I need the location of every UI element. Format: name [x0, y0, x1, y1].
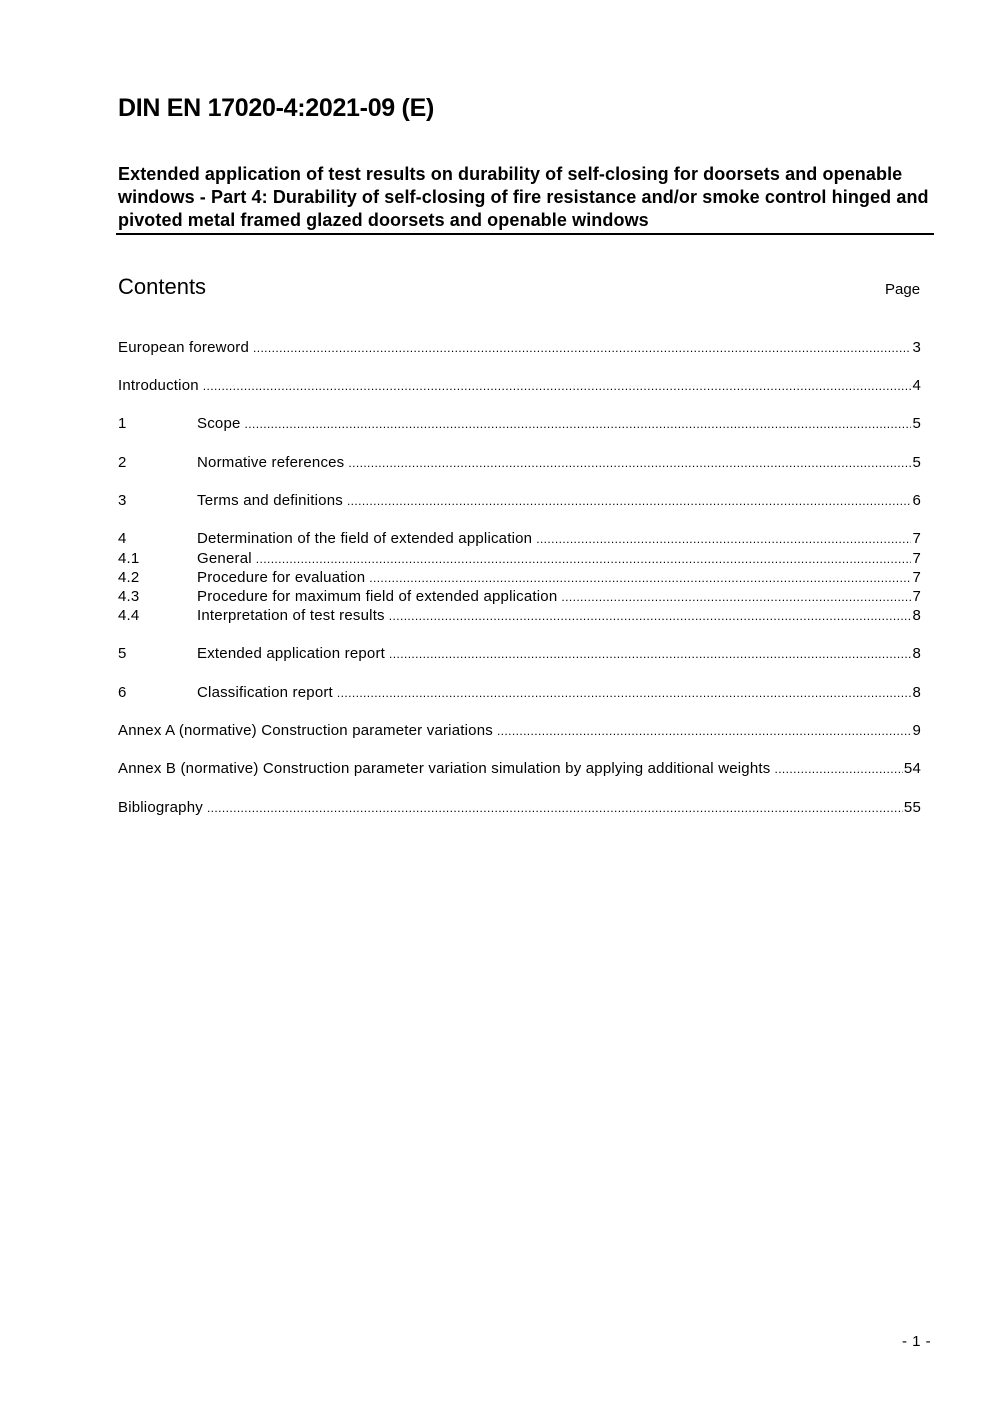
toc-entry-page: 5 [912, 454, 921, 471]
toc-entry-page: 7 [912, 550, 921, 567]
toc-entry-text: Procedure for evaluation [197, 569, 366, 586]
toc-entry-text: Introduction [118, 377, 199, 394]
page-number: - 1 - [902, 1333, 932, 1350]
toc-entry-page: 8 [912, 607, 921, 624]
toc-entry-number: 5 [118, 645, 127, 662]
toc-entry-number: 4.4 [118, 607, 140, 624]
toc-entry-text: Interpretation of test results [197, 607, 385, 624]
toc-leader-dots [536, 529, 911, 549]
toc-leader-dots [256, 549, 912, 569]
toc-entry-procedure-maximum-field[interactable] [118, 587, 921, 607]
toc-entry-determination[interactable] [118, 529, 921, 549]
toc-entry-annex-a[interactable] [118, 721, 921, 741]
toc-leader-dots [347, 491, 912, 511]
toc-entry-interpretation[interactable] [118, 606, 921, 626]
toc-entry-text: Determination of the field of extended application [197, 530, 533, 547]
toc-entry-text: General [197, 550, 252, 567]
toc-leader-dots [389, 606, 912, 626]
toc-entry-page: 7 [912, 530, 921, 547]
toc-entry-text: Procedure for maximum field of extended application [197, 588, 558, 605]
toc-entry-classification-report[interactable] [118, 683, 921, 703]
contents-heading: Contents [118, 274, 207, 299]
toc-entry-text: Terms and definitions [197, 492, 343, 509]
toc-entry-text: Annex B (normative) Construction parameter variation simulation by applying additional weights [118, 760, 771, 777]
toc-entry-number: 3 [118, 492, 127, 509]
toc-leader-dots [207, 798, 903, 818]
toc-leader-dots [497, 721, 912, 741]
title-rule [116, 233, 934, 235]
toc-entry-number: 4.2 [118, 569, 140, 586]
toc-entry-normative-references[interactable] [118, 453, 921, 473]
toc-entry-page: 4 [912, 377, 921, 394]
toc-entry-terms-and-definitions[interactable] [118, 491, 921, 511]
toc-entry-text: Extended application report [197, 645, 386, 662]
toc-entry-page: 8 [912, 645, 921, 662]
toc-leader-dots [369, 568, 911, 588]
page-column-heading: Page [885, 281, 921, 298]
toc-leader-dots [348, 453, 911, 473]
toc-entry-procedure-evaluation[interactable] [118, 568, 921, 588]
toc-entry-bibliography[interactable] [118, 798, 921, 818]
toc-leader-dots [389, 644, 911, 664]
toc-leader-dots [337, 683, 912, 703]
toc-leader-dots [253, 338, 911, 358]
document-id: DIN EN 17020-4:2021-09 (E) [118, 94, 434, 122]
toc-entry-number: 6 [118, 684, 127, 701]
toc-entry-european-foreword[interactable] [118, 338, 921, 358]
toc-entry-page: 3 [912, 339, 921, 356]
toc-entry-scope[interactable] [118, 414, 921, 434]
toc-entry-number: 4 [118, 530, 127, 547]
toc-entry-text: Classification report [197, 684, 333, 701]
toc-leader-dots [245, 414, 912, 434]
toc-entry-text: Bibliography [118, 799, 203, 816]
toc-entry-text: Normative references [197, 454, 345, 471]
toc-entry-extended-application-report[interactable] [118, 644, 921, 664]
toc-entry-page: 7 [912, 588, 921, 605]
toc-entry-page: 7 [912, 569, 921, 586]
toc-entry-annex-b[interactable] [118, 759, 921, 779]
document-title: Extended application of test results on durability of self-closing for doorsets and openable windows - Part 4: Durability of self-closing of fire resistance and/or smoke control hinged and pivoted metal framed glazed doorsets and openable windows [118, 164, 929, 230]
toc-leader-dots [774, 759, 902, 779]
toc-entry-introduction[interactable] [118, 376, 921, 396]
toc-entry-text: Scope [197, 415, 241, 432]
toc-entry-general[interactable] [118, 549, 921, 569]
toc-entry-number: 4.1 [118, 550, 140, 567]
toc-entry-number: 2 [118, 454, 127, 471]
toc-entry-page: 54 [903, 760, 921, 777]
toc-entry-page: 5 [912, 415, 921, 432]
toc-leader-dots [561, 587, 911, 607]
toc-entry-text: Annex A (normative) Construction parameter variations [118, 722, 493, 739]
toc-entry-text: European foreword [118, 339, 249, 356]
toc-entry-page: 9 [912, 722, 921, 739]
toc-entry-page: 8 [912, 684, 921, 701]
toc-entry-number: 4.3 [118, 588, 140, 605]
toc-leader-dots [203, 376, 912, 396]
toc-entry-page: 55 [903, 799, 921, 816]
toc-entry-number: 1 [118, 415, 127, 432]
toc-entry-page: 6 [912, 492, 921, 509]
